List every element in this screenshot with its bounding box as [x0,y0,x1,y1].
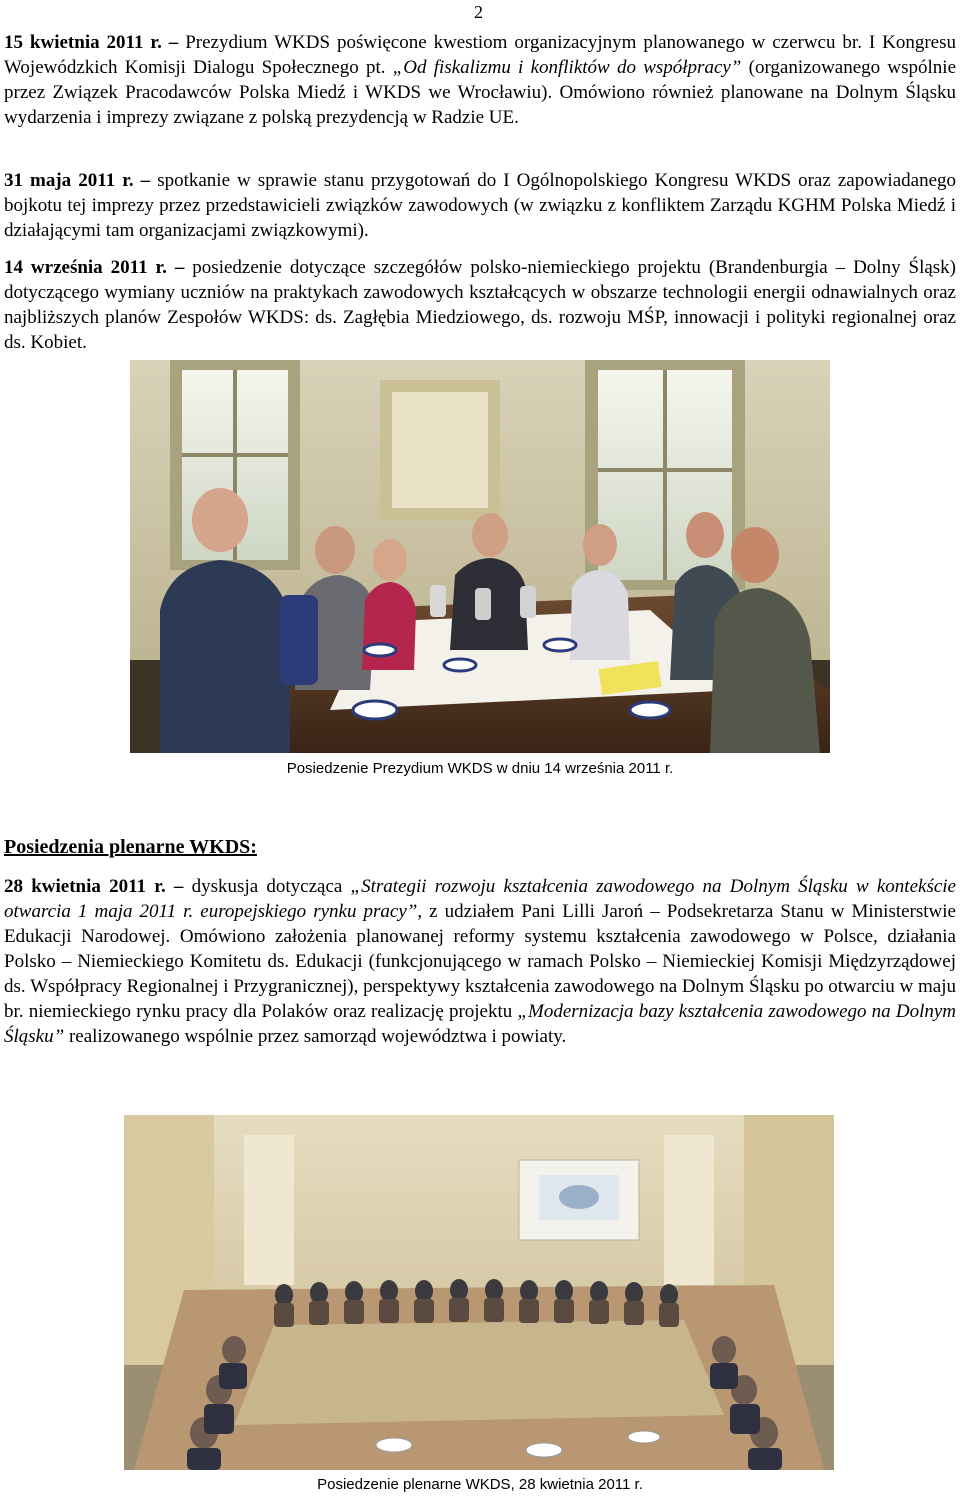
entry-text-end: realizowanego wspólnie przez samorząd województwa i powiaty. [64,1026,567,1047]
entry-date: 15 kwietnia 2011 r. [4,32,162,53]
entry-text: dyskusja dotycząca [191,876,351,897]
entry-date: 28 kwietnia 2011 r. [4,876,166,897]
entry-date: 14 września 2011 r. [4,257,167,278]
presidium-meeting-photo [130,360,830,753]
entry-dash: – [133,170,158,191]
entry-date: 31 maja 2011 r. [4,170,134,191]
page-number: 2 [474,2,483,22]
entry-text-continued: , z udziałem Pani Lilli Jaroń – Podsekretarza Stanu w Ministerstwie Edukacji Narodowej. Omówiono założenia planowanej reformy systemu kształcenia zawodowego w Polsce, działania Polsko – Niemieckiego Komitetu ds. Edukacji (funkcjonującego w ramach Polsko – Niemieckiej Komisji Międzyrządowej ds. Współpracy Regionalnej i Przygranicznej), perspektywy kształcenia zawodowego na Dolnym Śląsku po otwarciu w maju br. niemieckiego rynku pracy dla Polaków oraz realizację projektu [4,901,956,1022]
entry-quote: „Od fiskalizmu i konfliktów do współpracy” [392,57,742,78]
paragraph-31-may [4,168,956,243]
entry-quote-project: „Modernizacja bazy kształcenia zawodowego na Dolnym Śląsku” [4,1001,957,1047]
entry-dash: – [165,876,192,897]
entry-text: Prezydium WKDS poświęcone kwestiom organizacyjnym planowanego w czerwcu br. I Kongresu Wojewódzkich Komisji Dialogu Społecznego pt. [4,32,956,78]
photo-caption: Posiedzenie plenarne WKDS, 28 kwietnia 2011 r. [317,1476,643,1493]
paragraph-28-april [4,874,956,1049]
entry-dash: – [161,32,186,53]
entry-dash: – [166,257,193,278]
paragraph-14-september [4,255,956,355]
photo-caption: Posiedzenie Prezydium WKDS w dniu 14 września 2011 r. [286,760,674,777]
section-heading: Posiedzenia plenarne WKDS: [4,836,257,858]
entry-text: spotkanie w sprawie stanu przygotowań do I Ogólnopolskiego Kongresu WKDS oraz zapowiadanego bojkotu tej imprezy przez przedstawicieli związków zawodowych (w związku z konfliktem Zarządu KGHM Polska Miedź i działającymi tam organizacjami związkowymi). [4,170,956,241]
entry-quote: „Strategii rozwoju kształcenia zawodowego na Dolnym Śląsku w kontekście otwarcia 1 maja 2011 r. europejskiego rynku pracy” [4,876,956,922]
plenary-session-photo [124,1115,834,1470]
paragraph-15-april [4,30,956,130]
entry-text-continued: (organizowanego wspólnie przez Związek Pracodawców Polska Miedź i WKDS we Wrocławiu). Omówiono również planowane na Dolnym Śląsku wydarzenia i imprezy związane z polską prezydencją w Radzie UE. [4,57,956,128]
entry-text: posiedzenie dotyczące szczegółów polsko-niemieckiego projektu (Brandenburgia – Dolny Śląsk) dotyczącego wymiany uczniów na praktykach zawodowych kształcących w obszarze technologii energii odnawialnych oraz najbliższych planów Zespołów WKDS: ds. Zagłębia Miedziowego, ds. rozwoju MŚP, innowacji i polityki regionalnej oraz ds. Kobiet. [4,257,957,353]
